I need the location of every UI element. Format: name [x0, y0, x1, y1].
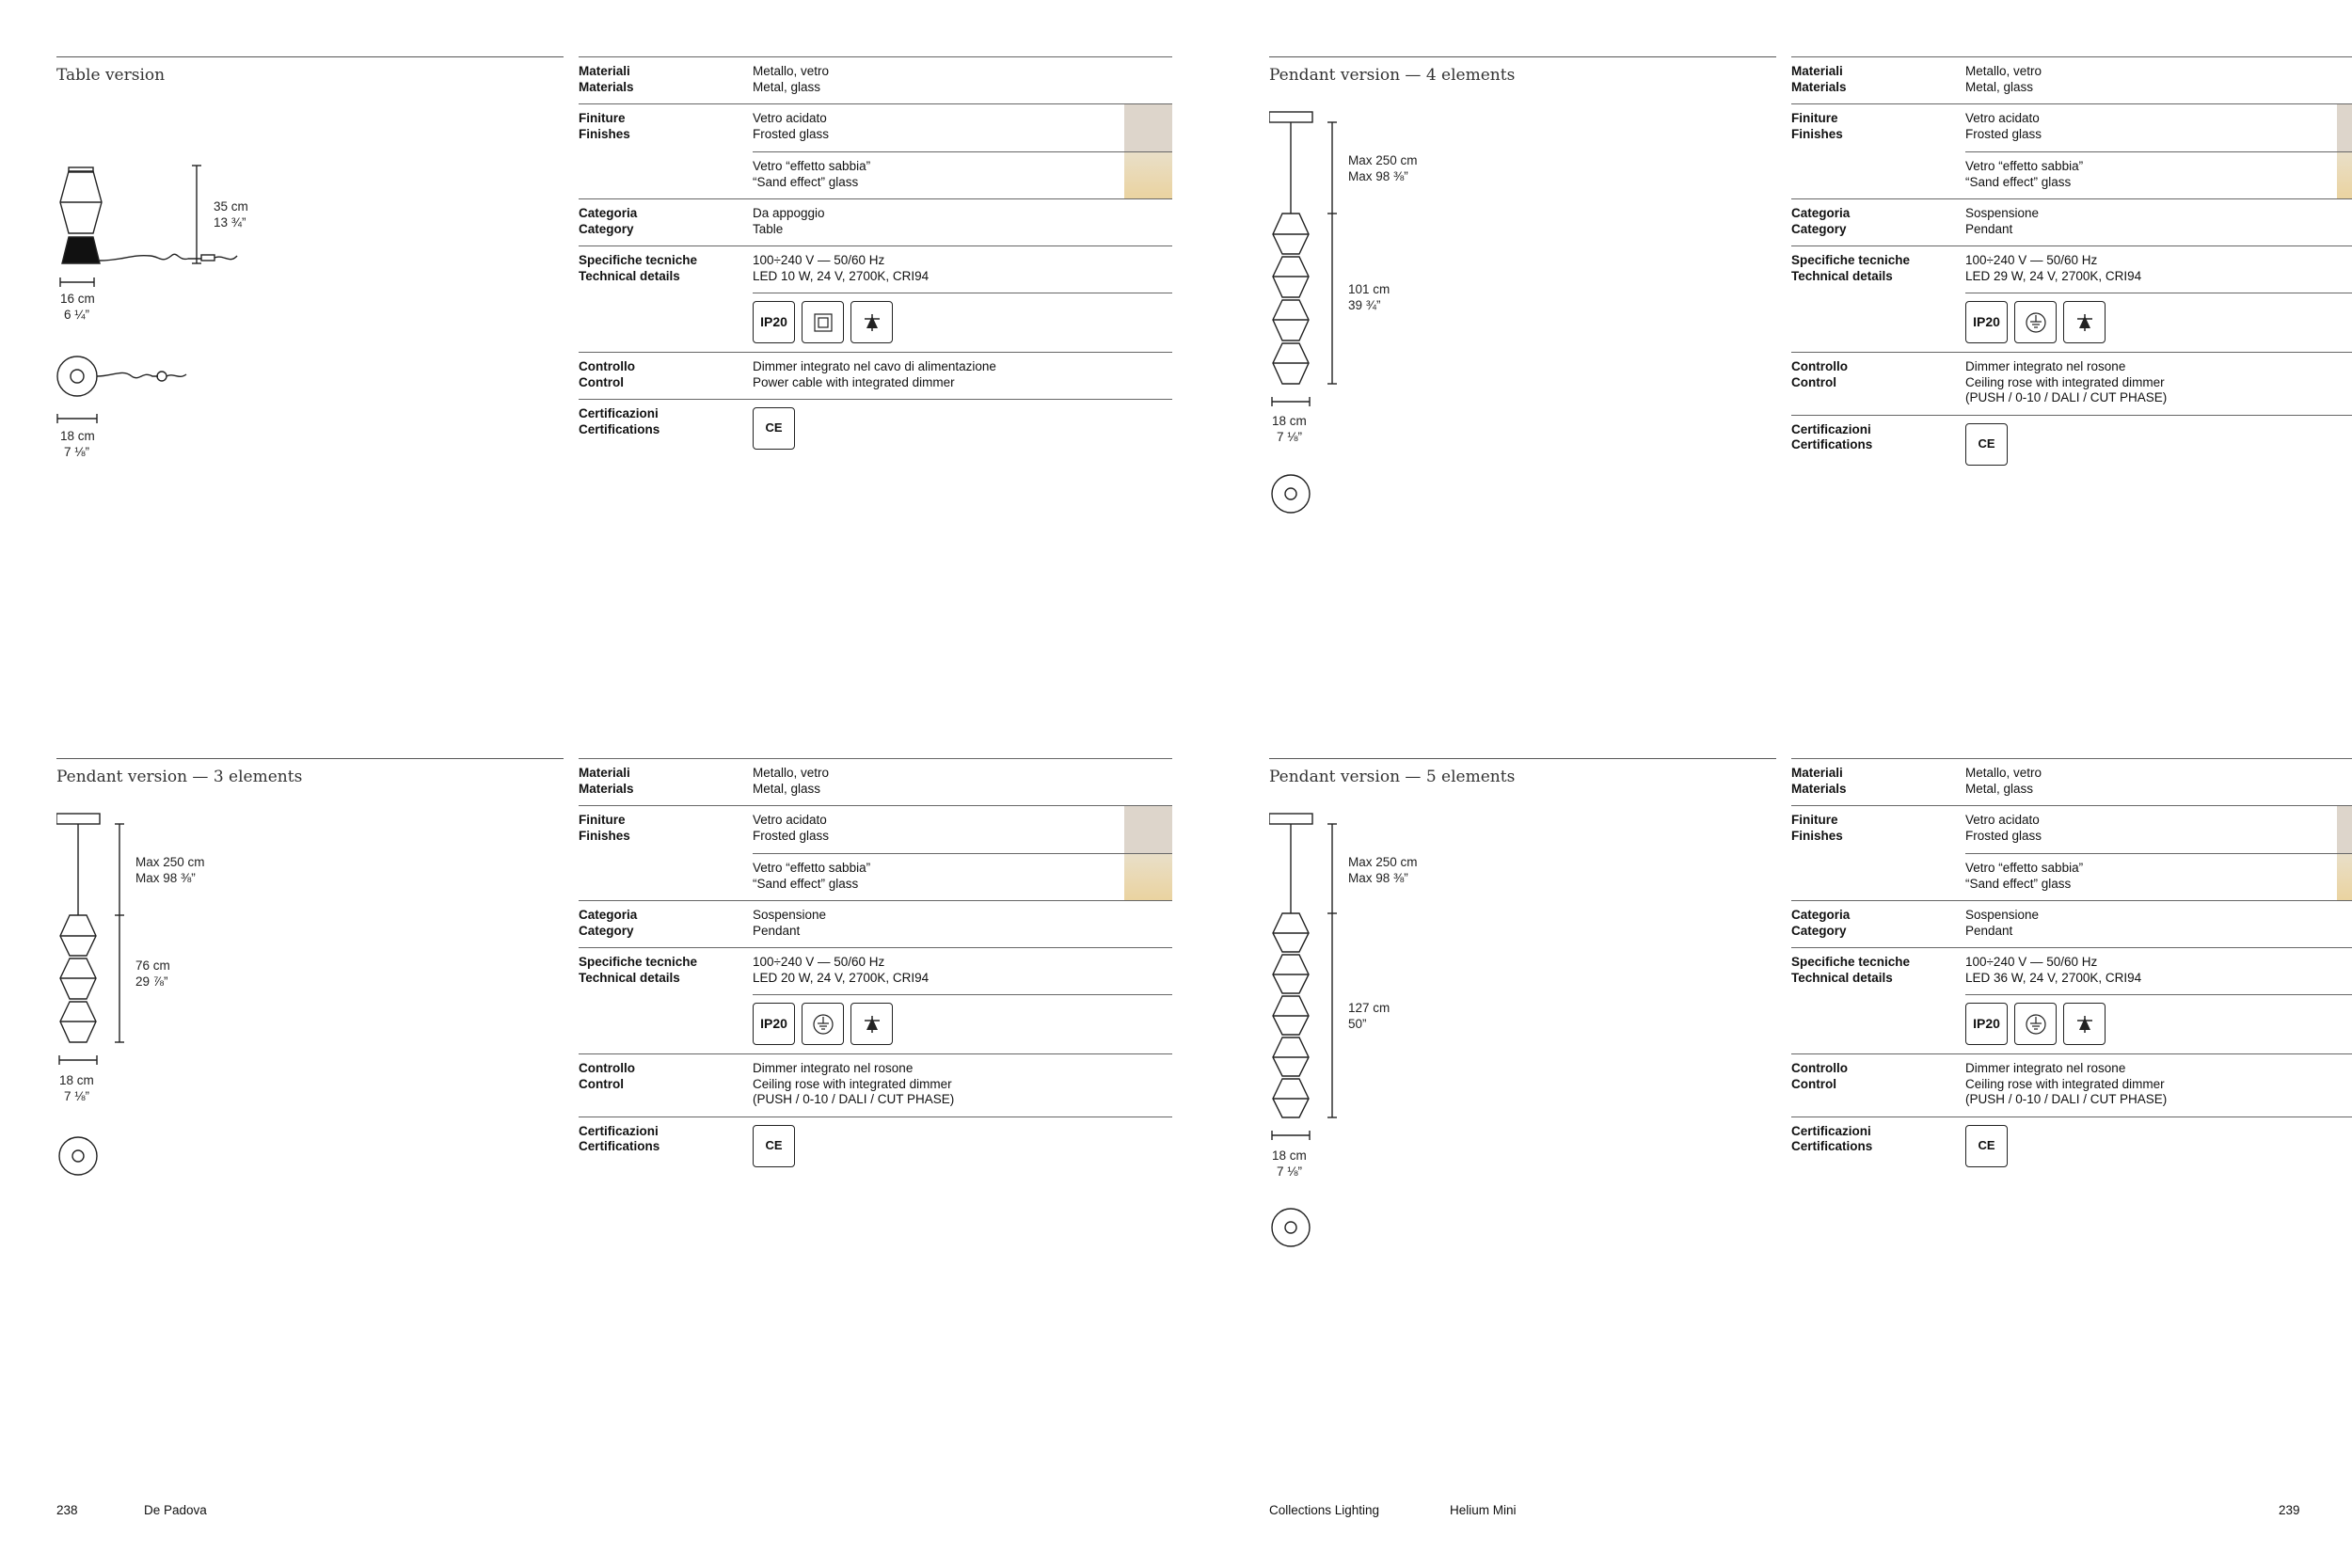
spec-row-certifications: Certificazioni Certifications CE [579, 1117, 1172, 1176]
ip20-icon: IP20 [1965, 1003, 2008, 1045]
section-pendant-4 [1269, 56, 2352, 583]
spec-row-technical: Specifiche tecniche Technical details 100÷240 V — 50/60 Hz LED 10 W, 24 V, 2700K, CRI94 IP20 [579, 245, 1172, 352]
spec-row-materials: Materiali Materials Metallo, vetro Metal, glass [1791, 56, 2352, 103]
ce-mark-icon: CE [1965, 423, 2008, 466]
finish-sand: Vetro “effetto sabbia” “Sand effect” glass [1965, 853, 2352, 900]
spec-row-technical: Specifiche tecniche Technical details 100÷240 V — 50/60 Hz LED 36 W, 24 V, 2700K, CRI94 IP20 [1791, 947, 2352, 1053]
frosted-swatch [2337, 806, 2352, 853]
dim-cable-cm: Max 250 cm [1348, 153, 1418, 167]
dim-cable-in: Max 98 ⅜” [1348, 871, 1408, 885]
dimmable-icon [850, 1003, 893, 1045]
sand-swatch [2337, 152, 2352, 198]
spec-row-materials: Materiali Materials Metallo, vetro Metal, glass [1791, 758, 2352, 805]
section-title: Table version [56, 56, 564, 85]
ip20-icon: IP20 [753, 1003, 795, 1045]
spec-row-category: Categoria Category Da appoggio Table [579, 198, 1172, 245]
dim-cable-in: Max 98 ⅜” [1348, 169, 1408, 183]
spec-row-control: Controllo Control Dimmer integrato nel rosone Ceiling rose with integrated dimmer (PUSH / 0-10 / DALI / CUT PHASE) [1791, 352, 2352, 415]
spec-table [1791, 56, 2352, 474]
finish-frosted: Vetro acidato Frosted glass [1965, 806, 2352, 853]
spec-row-finishes: Finiture Finishes Vetro acidato Frosted glass Vetro “effetto sabbia” “Sand effect” glass [1791, 103, 2352, 198]
dim-base-in: 7 ⅛” [64, 445, 90, 459]
sand-swatch [1124, 854, 1172, 900]
section-title: Pendant version — 3 elements [56, 758, 564, 786]
finish-sand: Vetro “effetto sabbia” “Sand effect” glass [753, 151, 1172, 198]
pendant-5-drawing [1269, 796, 1776, 1285]
spec-row-category: Categoria Category Sospensione Pendant [579, 900, 1172, 947]
ce-mark-icon: CE [753, 407, 795, 450]
spec-row-control: Controllo Control Dimmer integrato nel cavo di alimentazione Power cable with integrated dimmer [579, 352, 1172, 399]
earth-ground-icon [802, 1003, 844, 1045]
spec-row-finishes: Finiture Finishes Vetro acidato Frosted glass Vetro “effetto sabbia” “Sand effect” glass [579, 103, 1172, 198]
dim-width-in: 7 ⅛” [1277, 1164, 1303, 1179]
finish-sand: Vetro “effetto sabbia” “Sand effect” glass [1965, 151, 2352, 198]
spec-row-certifications: Certificazioni Certifications CE [579, 399, 1172, 458]
section-pendant-3 [56, 758, 1172, 1285]
finish-frosted: Vetro acidato Frosted glass [1965, 104, 2352, 151]
spec-row-category: Categoria Category Sospensione Pendant [1791, 900, 2352, 947]
spec-table [1791, 758, 2352, 1176]
dim-width-in: 6 ¼” [64, 308, 90, 322]
dim-width-cm: 16 cm [60, 292, 95, 306]
earth-ground-icon [2014, 1003, 2057, 1045]
dim-height-cm: 127 cm [1348, 1001, 1391, 1015]
table-lamp-drawing [56, 94, 564, 583]
finish-frosted: Vetro acidato Frosted glass [753, 104, 1172, 151]
pendant-4-drawing [1269, 94, 1776, 583]
section-table-version [56, 56, 1172, 583]
dimmable-icon [2063, 1003, 2106, 1045]
dim-height-cm: 76 cm [135, 958, 170, 973]
dim-width-cm: 18 cm [59, 1073, 94, 1087]
dimmable-icon [2063, 301, 2106, 343]
dim-base-cm: 18 cm [60, 429, 95, 443]
dim-cable-cm: Max 250 cm [1348, 855, 1418, 869]
dim-cable-cm: Max 250 cm [135, 855, 205, 869]
finish-sand: Vetro “effetto sabbia” “Sand effect” glass [753, 853, 1172, 900]
spec-row-finishes: Finiture Finishes Vetro acidato Frosted glass Vetro “effetto sabbia” “Sand effect” glass [1791, 805, 2352, 900]
dim-width-in: 7 ⅛” [64, 1089, 90, 1103]
dim-height-in: 29 ⅞” [135, 974, 168, 989]
footer-collection: Collections Lighting [1269, 1503, 1380, 1517]
dimmable-icon [850, 301, 893, 343]
dim-width-cm: 18 cm [1272, 1148, 1307, 1163]
dim-height-cm: 35 cm [214, 199, 248, 214]
ce-mark-icon: CE [753, 1125, 795, 1167]
frosted-swatch [2337, 104, 2352, 151]
dim-height-in: 39 ¾” [1348, 298, 1381, 312]
sand-swatch [1124, 152, 1172, 198]
spec-row-technical: Specifiche tecniche Technical details 100÷240 V — 50/60 Hz LED 29 W, 24 V, 2700K, CRI94 IP20 [1791, 245, 2352, 352]
spec-row-certifications: Certificazioni Certifications CE [1791, 415, 2352, 474]
spec-row-control: Controllo Control Dimmer integrato nel rosone Ceiling rose with integrated dimmer (PUSH / 0-10 / DALI / CUT PHASE) [1791, 1053, 2352, 1117]
double-insulation-icon [802, 301, 844, 343]
section-title: Pendant version — 5 elements [1269, 758, 1776, 786]
pendant-3-drawing [56, 796, 564, 1285]
dim-width-in: 7 ⅛” [1277, 430, 1303, 444]
frosted-swatch [1124, 104, 1172, 151]
earth-ground-icon [2014, 301, 2057, 343]
dim-height-in: 13 ¾” [214, 215, 246, 230]
spec-row-technical: Specifiche tecniche Technical details 100÷240 V — 50/60 Hz LED 20 W, 24 V, 2700K, CRI94 IP20 [579, 947, 1172, 1053]
spec-table [579, 56, 1172, 458]
spec-row-finishes: Finiture Finishes Vetro acidato Frosted glass Vetro “effetto sabbia” “Sand effect” glass [579, 805, 1172, 900]
dim-height-cm: 101 cm [1348, 282, 1391, 296]
page-number-left: 238 [56, 1503, 78, 1517]
page-number-right: 239 [2279, 1503, 2300, 1517]
frosted-swatch [1124, 806, 1172, 853]
section-pendant-5 [1269, 758, 2352, 1285]
spec-row-materials: Materiali Materials Metallo, vetro Metal, glass [579, 56, 1172, 103]
spec-row-materials: Materiali Materials Metallo, vetro Metal, glass [579, 758, 1172, 805]
footer-product: Helium Mini [1450, 1503, 1517, 1517]
spec-row-category: Categoria Category Sospensione Pendant [1791, 198, 2352, 245]
sand-swatch [2337, 854, 2352, 900]
footer-brand: De Padova [144, 1503, 207, 1517]
spec-table [579, 758, 1172, 1176]
dim-width-cm: 18 cm [1272, 414, 1307, 428]
ce-mark-icon: CE [1965, 1125, 2008, 1167]
ip20-icon: IP20 [753, 301, 795, 343]
finish-frosted: Vetro acidato Frosted glass [753, 806, 1172, 853]
section-title: Pendant version — 4 elements [1269, 56, 1776, 85]
ip20-icon: IP20 [1965, 301, 2008, 343]
spec-row-control: Controllo Control Dimmer integrato nel rosone Ceiling rose with integrated dimmer (PUSH / 0-10 / DALI / CUT PHASE) [579, 1053, 1172, 1117]
dim-height-in: 50” [1348, 1017, 1367, 1031]
spec-row-certifications: Certificazioni Certifications CE [1791, 1117, 2352, 1176]
dim-cable-in: Max 98 ⅜” [135, 871, 196, 885]
